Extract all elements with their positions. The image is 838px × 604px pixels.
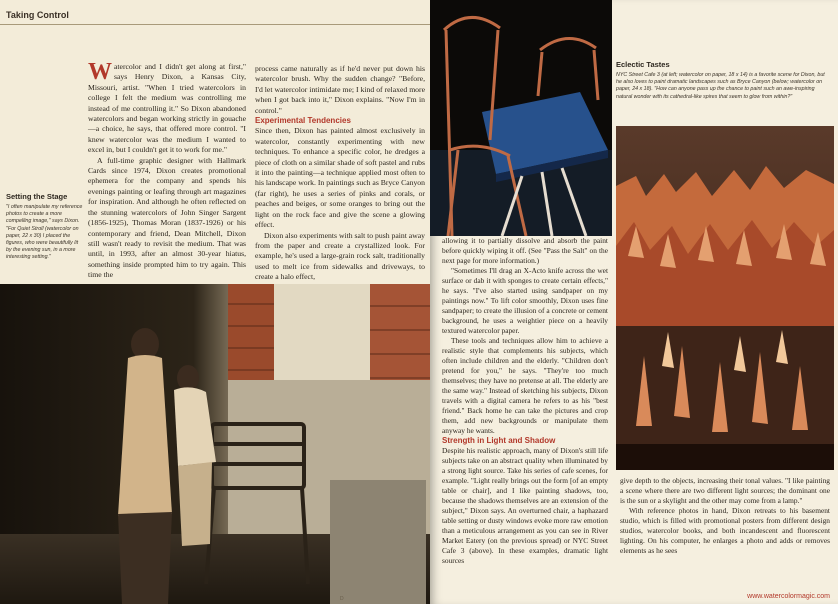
section-label: Taking Control — [6, 10, 69, 20]
footer-url: www.watercolormagic.com — [747, 593, 830, 600]
article-column-3 — [442, 236, 608, 566]
painting-quiet-stroll — [0, 284, 430, 604]
paragraph: Despite his realistic approach, many of Dixon's still life subjects take on an abstract quality when illuminated by a strong light source. Take his series of cafe scenes, for example. "Light really brings out the form [of an empty table or chair], and I like painting shadows, too, because the shadows themselves are an extension of the subject," Dixon says. An overturned chair, a haphazard table setting or dusty windows evoke more raw emotion than a meticulous arrangement as you can see in River Market Eatery (on the previous spread) or NYC Street Cafe 3 (above). In these examples, dramatic light sources — [442, 446, 608, 565]
caption-text-setting-the-stage: "I often manipulate my reference photos to create a more compelling image," says Dixon. "For Quiet Stroll (watercolor on paper, 22 x 30) I placed the figures, who were beautifully lit by the evening sun, in a more interesting setting." — [6, 204, 83, 261]
paragraph: A full-time graphic designer with Hallmark Cards since 1974, Dixon creates promotional ephemera for the company and spends his evenings painting or leafing through art magazines for inspiration. And although he often reflected on the stunning watercolors of John Singer Sargent (1856-1925), Thomas Moran (1837-1926) or his contemporary and friend, Dean Mitchell, Dixon still wasn't ready to revisit the medium. That was until, in 1993, after an almost 30-year hiatus, something inside prompted him to try again. This time the — [88, 155, 246, 280]
article-column-4 — [620, 476, 830, 556]
subhead-experimental-tendencies: Experimental Tendencies — [255, 116, 351, 126]
painting-bryce-canyon — [616, 126, 834, 470]
subhead-strength-in-light: Strength in Light and Shadow — [442, 436, 556, 445]
caption-text-eclectic-tastes: NYC Street Cafe 3 (at left; watercolor on paper, 18 x 14) is a favorite scene for Dixon, but he also loves to paint dramatic landscapes such as Bryce Canyon (below; watercolor on paper, 24 x 18). "How can anyone pass up the chance to paint such an awe-inspiring natural wonder with its cathedral-like spires that seem to glow from within?" — [616, 72, 825, 100]
paragraph: With reference photos in hand, Dixon retreats to his basement studio, which is filled with promotional posters from different design studios, watercolor books, and both incandescent and fluorescent lighting. On his computer, he enlarges a photo and adds or removes elements as he sees — [620, 506, 830, 555]
right-page — [430, 0, 838, 604]
caption-title-setting-the-stage: Setting the Stage — [6, 192, 68, 201]
paragraph: "Sometimes I'll drag an X-Acto knife across the wet surface or dab it with sponges to create certain effects," he says. "I've also started using sandpaper on my paintings now." To lift color smoothly, Dixon uses fine sandpaper; to create the illusion of a concrete or cement background, he uses a weightier piece on a heavily textured watercolor paper. — [442, 266, 608, 335]
paragraph: Dixon also experiments with salt to push paint away from the paper and create a crystallized look. For example, he's used a large-grain rock salt, traditionally used to melt ice from sidewalks and driveways, to create a halo effect, — [255, 230, 425, 282]
drop-cap: W — [88, 59, 112, 85]
paragraph: process came naturally as if he'd never put down his watercolor brush. Why the sudden change? "Before, I'd let watercolor intimidate me; I kind of relaxed more when I got back into it," Dixon explains. "Now I'm in control." — [255, 64, 425, 115]
article-column-1 — [88, 59, 246, 281]
caption-title-eclectic-tastes: Eclectic Tastes — [616, 60, 670, 69]
paragraph: allowing it to partially dissolve and absorb the paint before quickly wiping it off. (See "Pass the Salt" on the next page for more information.) — [442, 236, 608, 265]
paragraph: Since then, Dixon has painted almost exclusively in watercolor, constantly experimenting with new techniques. To enhance a specific color, he dredges a piece of cloth on a similar shade of soft pastel and rubs it into the painting—a technique applied most often to his landscape work. In paintings such as Bryce Canyon (far right), he uses a series of pinks and corals, or peaches and beiges, or some oranges to bring out the light on the rock face and give the scene a glowing effect. — [255, 126, 425, 230]
painting-nyc-street-cafe — [430, 0, 612, 236]
paragraph: These tools and techniques allow him to achieve a realistic style that complements his subjects, which often include children and the elderly. "Children don't pretend for you," he says. "They're too much themselves; they have no pretense at all. The elderly are the same way." Instead of sketching his subjects, Dixon travels with a digital camera he refers to as his "best friend." Back home he can take the pictures and crop them, add new backgrounds or manipulate them anyway he wants. — [442, 336, 608, 435]
section-divider — [0, 24, 430, 25]
paragraph: atercolor and I didn't get along at first," says Henry Dixon, a Kansas City, Missouri, artist. "When I tried watercolors in college I felt the medium was controlling me instead of me controlling it." So Dixon abandoned watercolors and began working strictly in gouache—a choice, he says, that offered more control. "I knew watercolor was the medium I wanted to excel in, but I couldn't get it to work for me." — [88, 62, 246, 155]
paragraph: give depth to the objects, increasing their tonal values. "I like painting a scene where there are two different light sources; the dominant one is the sun or a skylight and the other may come from a lamp." — [620, 476, 830, 505]
svg-text:D: D — [340, 596, 344, 602]
article-column-2 — [255, 64, 425, 283]
